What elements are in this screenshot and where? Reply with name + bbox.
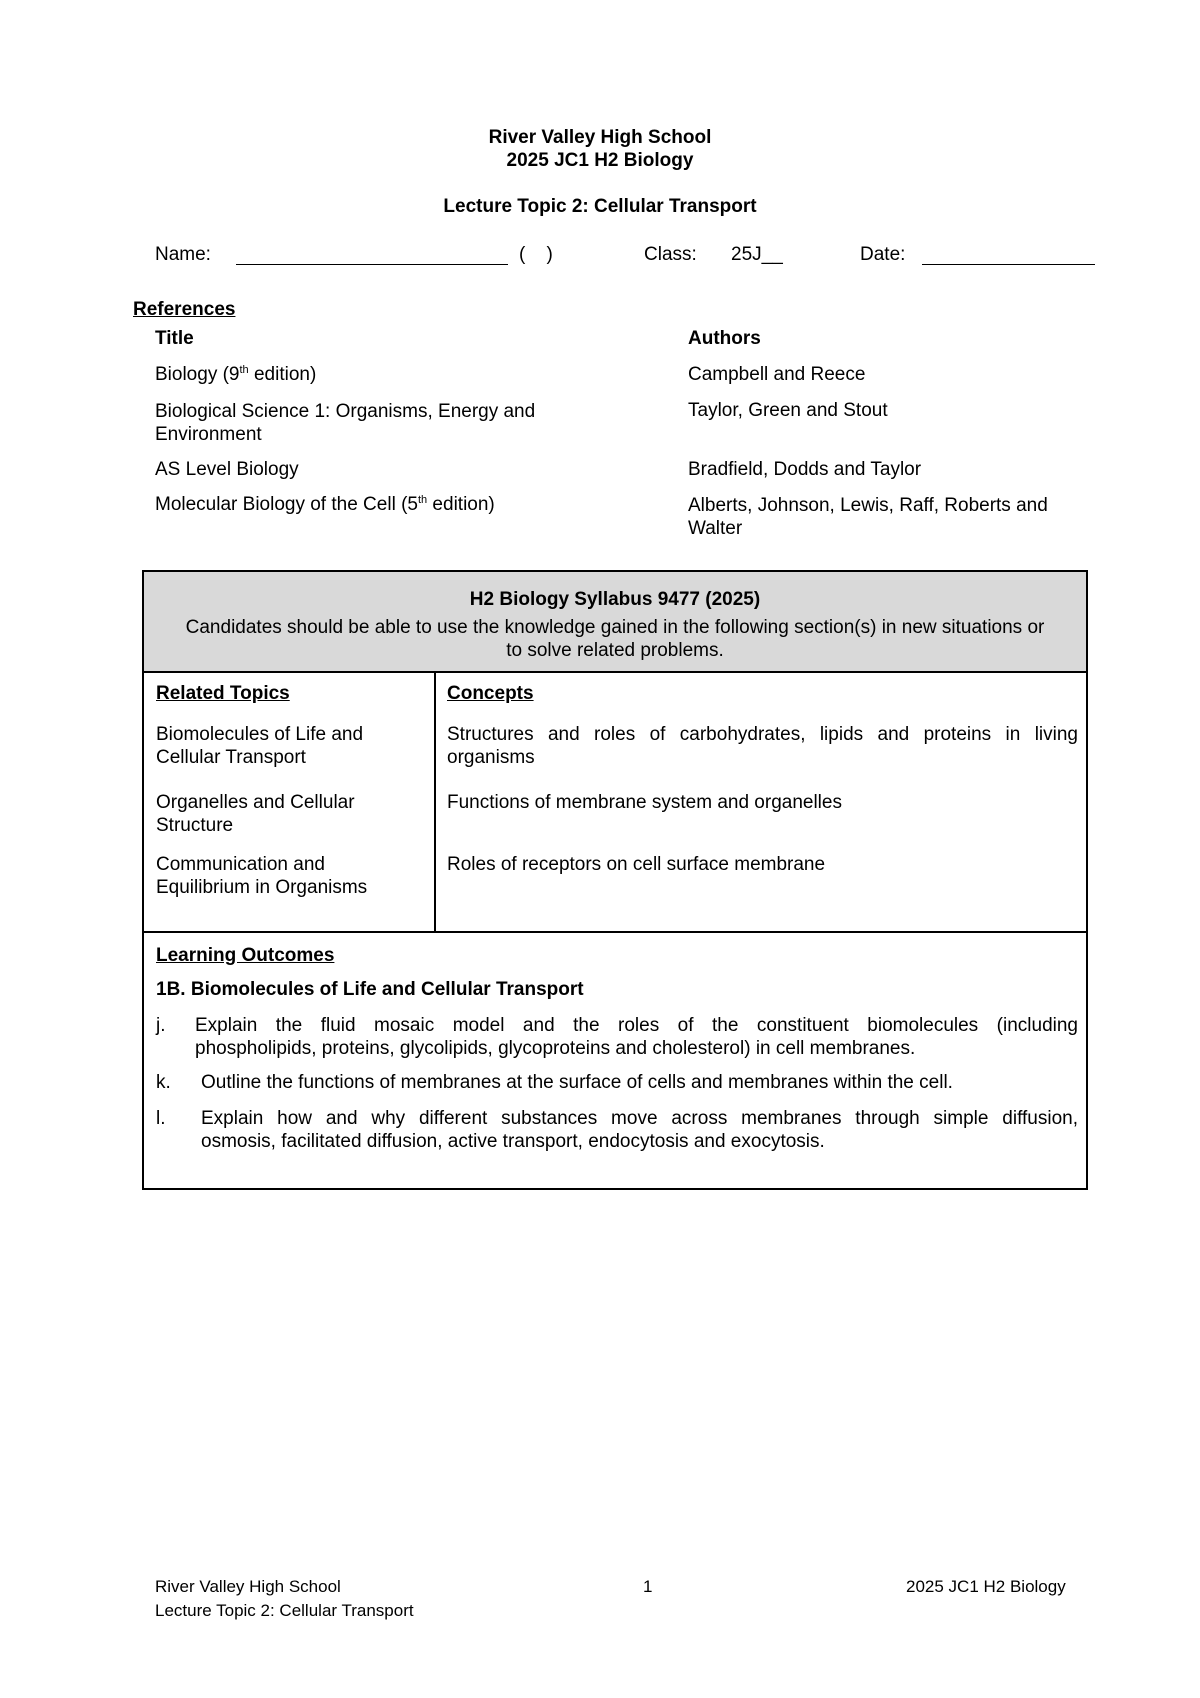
concept: Roles of receptors on cell surface membrane [447, 854, 826, 875]
related-topic: Biomolecules of Life and [156, 724, 364, 745]
syllabus-header [144, 572, 1086, 673]
reference-authors: Taylor, Green and Stout [688, 400, 888, 421]
index-number-field[interactable]: ( ) [519, 244, 553, 265]
syllabus-box [142, 570, 1088, 1190]
syllabus-subtitle: Candidates should be able to use the knowledge gained in the following section(s) in new situations or [185, 617, 1045, 638]
class-label: Class: [644, 244, 697, 265]
concepts-header: Concepts [447, 683, 534, 704]
outcome-text: Explain the fluid mosaic model and the roles of the constituent biomolecules (including [195, 1015, 1078, 1036]
outcome-text: Explain how and why different substances move across membranes through simple diffusion, [201, 1108, 1078, 1129]
syllabus-subtitle: to solve related problems. [506, 640, 724, 661]
learning-outcomes-header: Learning Outcomes [156, 945, 335, 966]
reference-authors: Bradfield, Dodds and Taylor [688, 459, 922, 480]
syllabus-title: H2 Biology Syllabus 9477 (2025) [469, 589, 761, 610]
concept: organisms [447, 747, 535, 768]
outcome-text: osmosis, facilitated diffusion, active transport, endocytosis and exocytosis. [201, 1131, 825, 1152]
footer-topic: Lecture Topic 2: Cellular Transport [155, 1601, 414, 1620]
reference-title: Molecular Biology of the Cell (5th edition) [155, 494, 495, 515]
title-column-header: Title [155, 328, 194, 349]
reference-title: Biological Science 1: Organisms, Energy and Environment [155, 401, 536, 445]
related-topic: Organelles and Cellular [156, 792, 355, 813]
name-label: Name: [155, 244, 211, 265]
page-number: 1 [643, 1577, 653, 1596]
date-field[interactable] [922, 264, 1095, 265]
school-title: River Valley High School [488, 127, 712, 148]
related-topics-header: Related Topics [156, 683, 290, 704]
class-value[interactable]: 25J__ [731, 244, 783, 265]
column-divider [434, 673, 436, 932]
reference-authors: Campbell and Reece [688, 364, 866, 385]
course-title: 2025 JC1 H2 Biology [506, 150, 694, 171]
outcome-letter: l. [156, 1108, 166, 1129]
footer-course: 2025 JC1 H2 Biology [906, 1577, 1066, 1596]
concept: Structures and roles of carbohydrates, lipids and proteins in living [447, 724, 1078, 745]
footer-school: River Valley High School [155, 1577, 341, 1596]
related-topic: Communication and [156, 854, 325, 875]
related-topic: Equilibrium in Organisms [156, 877, 368, 898]
date-label: Date: [860, 244, 906, 265]
reference-title: Biology (9th edition) [155, 364, 317, 385]
related-topic: Cellular Transport [156, 747, 306, 768]
reference-authors: Alberts, Johnson, Lewis, Raff, Roberts and Walter [688, 495, 1048, 539]
outcome-letter: k. [156, 1072, 171, 1093]
name-field[interactable] [236, 264, 508, 265]
concept: Functions of membrane system and organelles [447, 792, 842, 813]
reference-title: AS Level Biology [155, 459, 299, 480]
row-divider [144, 931, 1086, 933]
related-topic: Structure [156, 815, 234, 836]
topic-title: Lecture Topic 2: Cellular Transport [443, 196, 757, 217]
outcome-letter: j. [156, 1015, 166, 1036]
outcome-text: Outline the functions of membranes at the surface of cells and membranes within the cell. [201, 1072, 953, 1093]
outcomes-subheader: 1B. Biomolecules of Life and Cellular Transport [156, 979, 584, 1000]
references-heading: References [133, 299, 236, 320]
outcome-text: phospholipids, proteins, glycolipids, glycoproteins and cholesterol) in cell membranes. [195, 1038, 916, 1059]
authors-column-header: Authors [688, 328, 761, 349]
